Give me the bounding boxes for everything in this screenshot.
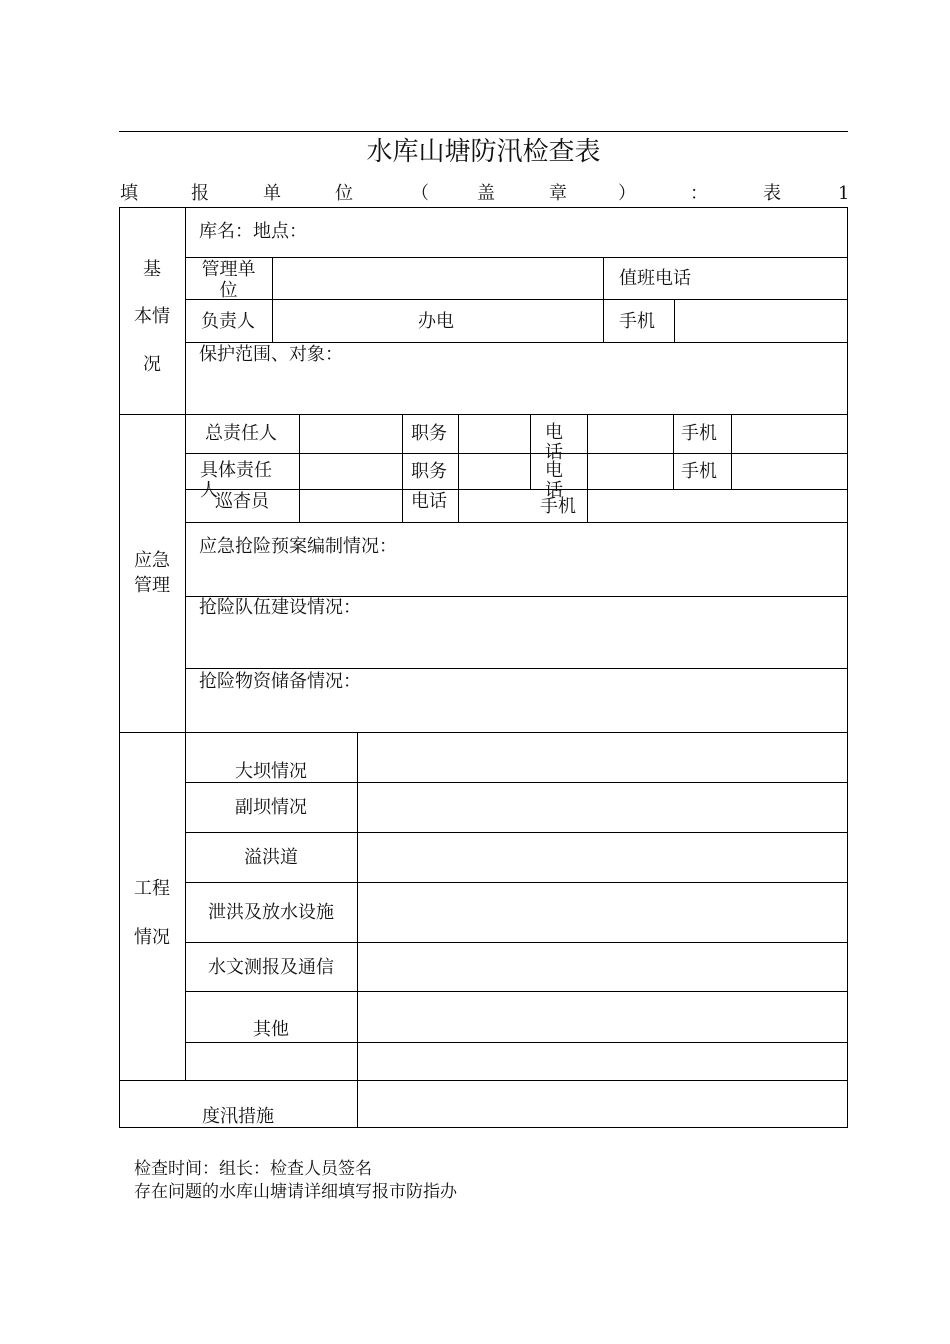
position-label: 职务 [411,461,447,482]
protection-scope-label: 保护范围、对象： [199,344,343,365]
engineering-item: 其他 [253,1019,289,1040]
header-char: 表 [763,183,781,204]
header-char: 填 [120,183,138,204]
chief-responsible-label: 总责任人 [205,423,277,444]
section-label-emergency: 管理 [134,575,170,596]
section-label-basic: 况 [143,354,161,375]
engineering-item: 溢洪道 [244,847,298,868]
engineering-item: 水文测报及通信 [208,957,334,978]
section-label-basic: 本情 [134,306,170,327]
emergency-plan-label: 应急抢险预案编制情况： [199,536,397,557]
flood-measures-label: 度汛措施 [202,1106,274,1127]
mobile-label: 手机 [681,423,717,444]
footer-inspection-info: 检查时间：组长：检查人员签名 [134,1159,372,1179]
header-char: 位 [335,183,353,204]
reservoir-name-location-label: 库名：地点： [199,221,307,242]
engineering-item: 大坝情况 [235,761,307,782]
position-label: 职务 [411,423,447,444]
phone-label-split: 电 话 [545,422,563,463]
rescue-team-label: 抢险队伍建设情况： [199,597,361,618]
duty-phone-label: 值班电话 [619,268,691,289]
office-phone-label: 办电 [418,311,454,332]
footer-note: 存在问题的水库山塘请详细填写报市防指办 [134,1182,457,1202]
mobile-label: 手机 [540,496,576,517]
header-char: 盖 [477,183,495,204]
header-char: 报 [191,183,209,204]
phone-label: 电话 [411,491,447,512]
section-label-engineering: 工程 [134,878,170,899]
inspection-table [119,207,848,1127]
engineering-item: 副坝情况 [235,797,307,818]
engineering-item: 泄洪及放水设施 [208,902,334,923]
person-in-charge-label: 负责人 [201,311,255,332]
mgmt-unit-label: 位 [219,280,238,301]
section-label-engineering: 情况 [134,927,170,948]
phone-label-split: 电 话 [545,460,563,501]
header-char: 章 [549,183,567,204]
header-char: （ [411,183,429,204]
header-char: ） [618,183,636,204]
mgmt-unit-label: 管理单 [201,259,256,280]
header-char: 单 [263,183,281,204]
rescue-materials-label: 抢险物资储备情况： [199,671,361,692]
section-label-basic: 基 [143,259,161,280]
form-title: 水库山塘防汛检查表 [366,137,601,167]
mobile-label: 手机 [619,311,655,332]
top-rule [119,131,848,132]
inspector-label: 巡杳员 [215,491,269,512]
mobile-label: 手机 [681,461,717,482]
specific-responsible-label: 具体责任 人 [200,460,272,501]
section-label-emergency: 应急 [134,550,170,571]
header-char: ： [690,183,708,204]
header-char: 1 [838,183,850,204]
